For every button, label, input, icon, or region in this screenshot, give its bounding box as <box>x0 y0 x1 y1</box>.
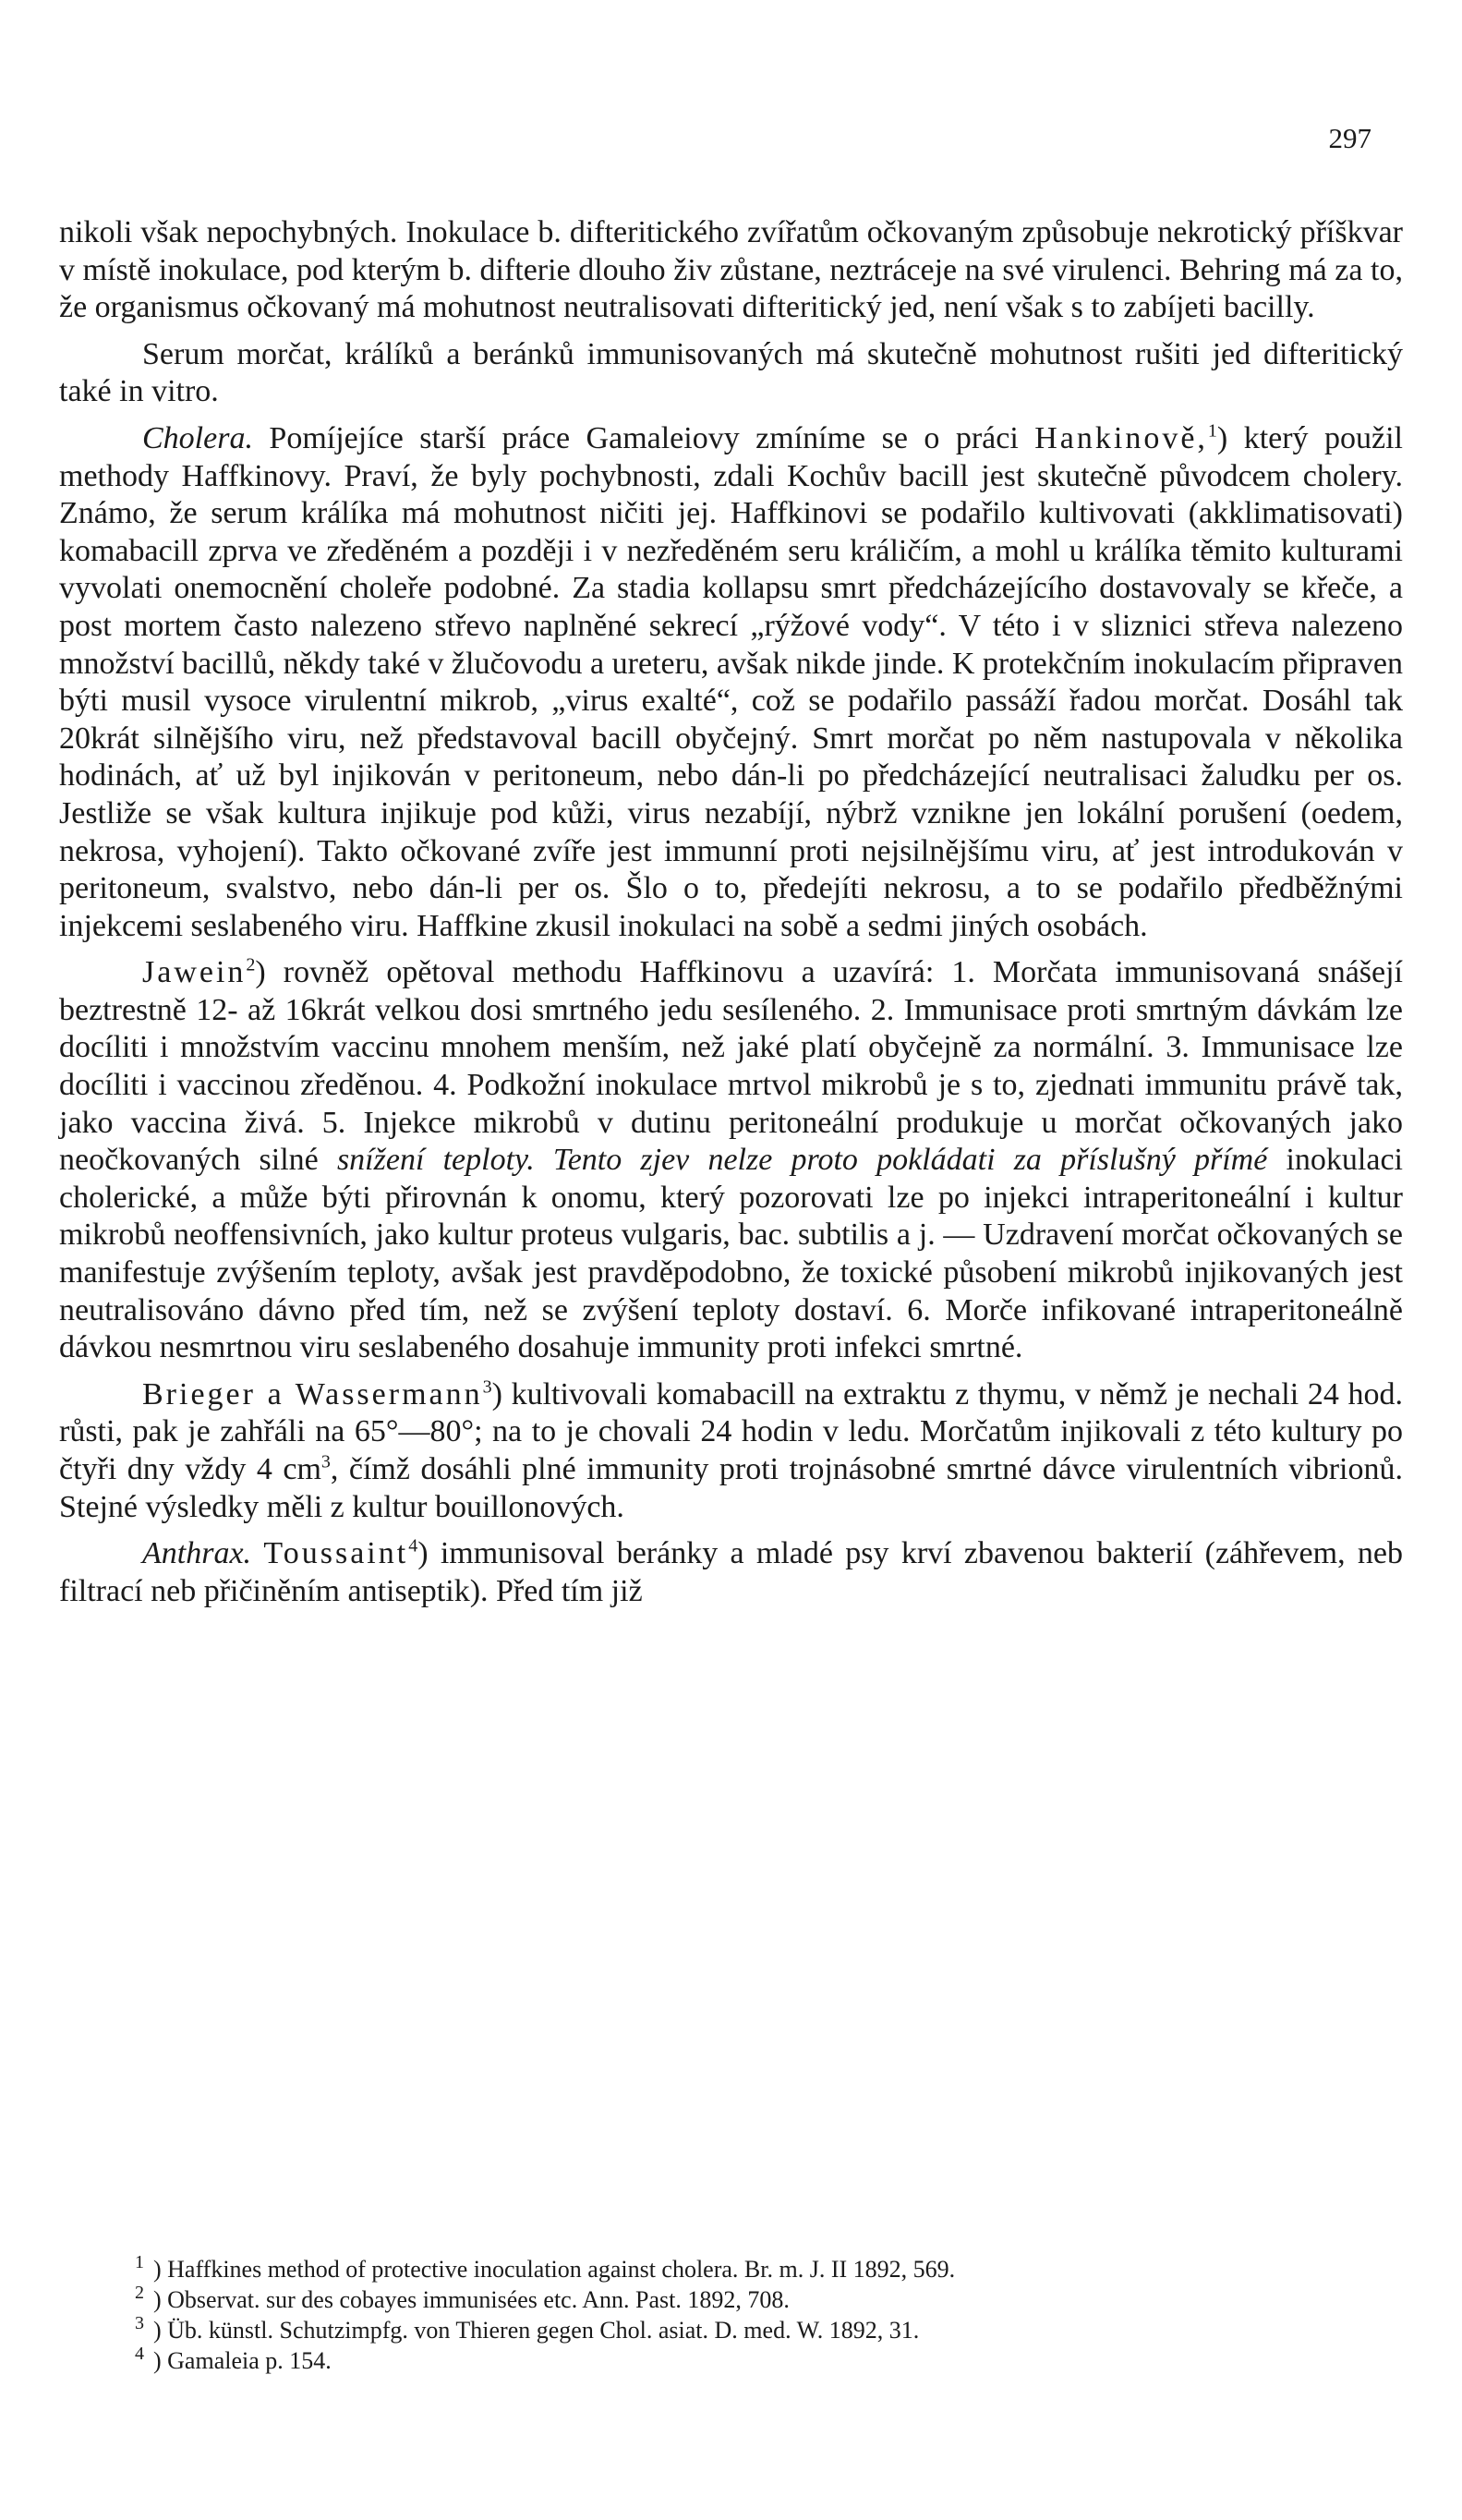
section-heading-anthrax: Anthrax. <box>142 1536 252 1571</box>
author-name: Hankinově, <box>1034 420 1208 455</box>
emphasized-text: snížení teploty. Tento zjev nelze proto pokládati za příslušný přímé <box>336 1143 1268 1178</box>
footnote-text: ) Observat. sur des cobayes immunisées etc. Ann. Past. 1892, 708. <box>153 2286 790 2313</box>
paragraph-cholera <box>59 420 1403 945</box>
paragraph-text: , čímž dosáhli plné immunity proti trojnásobné smrtné dávce virulentních vibrionů. Stejné výsledky měli z kultur bouillonových. <box>59 1452 1403 1524</box>
footnote-ref: 4 <box>408 1535 418 1557</box>
body-text <box>59 214 1403 1619</box>
paragraph-text: Pomíjejíce starší práce Gamaleiovy zmíníme se o práci <box>252 420 1035 455</box>
paragraph-brieger <box>59 1376 1403 1526</box>
footnote: 1 ) Haffkines method of protective inoculation against cholera. Br. m. J. II 1892, 569. <box>135 2252 956 2283</box>
footnote-ref: 3 <box>482 1376 492 1398</box>
author-name: Jawein <box>142 955 247 990</box>
paragraph-jawein <box>59 954 1403 1367</box>
author-name: Toussaint <box>263 1536 409 1571</box>
paragraph-text: ) který použil methody Haffkinovy. Praví, že byly pochybnosti, zdali Kochův bacill jest skutečně původcem cholery. Známo, že serum králíka má mohutnost ničiti jej. Haffkinovi se podařilo kultivovati (akklimatisovati) komabacill zprva ve zředěném a později i v nezředěném seru králičím, a mohl u králíka těmito kulturami vyvolati onemocnění choleře podobné. Za stadia kollapsu smrt předcházejícího dostavovaly se křeče, a post mortem často nalezeno střevo naplněné sekrecí „rýžové vody“. V této i v sliznici střeva nalezeno množství bacillů, někdy také v žlučovodu a ureteru, avšak nikde jinde. K protekčním inokulacím připraven býti musil vysoce virulentní mikrob, „virus exalté“, což se podařilo passáží řadou morčat. Dosáhl tak 20krát silnějšího viru, než představoval bacill obyčejný. Smrt morčat po něm nastupovala v několika hodinách, ať už byl injikován v peritoneum, nebo dán-li po předcházející neutralisaci žaludku per os. Jestliže se však kultura injikuje pod kůži, virus nezabíjí, nýbrž vznikne jen lokální porušení (oedem, nekrosa, vyhojení). Takto očkované zvíře jest immunní proti nejsilnějšímu viru, ať jest introdukován v peritoneum, svalstvo, nebo dán-li per os. Šlo o to, předejíti nekrosu, a to se podařilo předběžnými injekcemi seslabeného viru. Haffkine zkusil inokulaci na sobě a sedmi jiných osobách. <box>59 420 1403 943</box>
footnote: 2 ) Observat. sur des cobayes immunisées etc. Ann. Past. 1892, 708. <box>135 2283 790 2313</box>
author-name: Brieger a Wassermann <box>142 1376 483 1411</box>
footnote-text: ) Üb. künstl. Schutzimpfg. von Thieren gegen Chol. asiat. D. med. W. 1892, 31. <box>153 2317 920 2344</box>
unit-superscript: 3 <box>320 1451 331 1472</box>
page-number: 297 <box>1328 122 1371 154</box>
paragraph-diphtheria-continued: nikoli však nepochybných. Inokulace b. difteritického zvířatům očkovaným způsobuje nekrotický příškvar v místě inokulace, pod kterým b. difterie dlouho živ zůstane, neztráceje na své virulenci. Behring má za to, že organismus očkovaný má mohutnost neutralisovati difteritický jed, není však s to zabíjeti bacilly. <box>59 215 1403 325</box>
paragraph-anthrax <box>59 1535 1403 1610</box>
footnotes <box>135 2254 1409 2376</box>
paragraph-text: ) immunisoval beránky a mladé psy krví zbavenou bakterií (záhřevem, neb filtrací neb přičiněním antiseptik). Před tím již <box>59 1536 1403 1608</box>
paragraph-text: ) rovněž opětoval methodu Haffkinovu a uzavírá: 1. Morčata immunisovaná snášejí beztrestně 12- až 16krát velkou dosi smrtného jedu sesíleného. 2. Immunisace proti smrtným dávkám lze docíliti i množstvím vaccinu mnohem menším, než jaké platí obyčejně za normální. 3. Immunisace lze docíliti i vaccinou zředěnou. 4. Podkožní inokulace mrtvol mikrobů je s to, zjednati immunitu právě tak, jako vaccina živá. 5. Injekce mikrobů v dutinu peritoneální produkuje u morčat očkovaných jako neočkovaných silné <box>59 955 1403 1178</box>
footnote-text: ) Haffkines method of protective inoculation against cholera. Br. m. J. II 1892, 569. <box>153 2256 956 2283</box>
paragraph-serum: Serum morčat, králíků a beránků immunisovaných má skutečně mohutnost rušiti jed difteritický také in vitro. <box>59 336 1403 409</box>
footnote-ref: 1 <box>1207 420 1217 442</box>
footnote-ref: 2 <box>246 954 256 975</box>
footnote: 4 ) Gamaleia p. 154. <box>135 2344 332 2374</box>
section-heading-cholera: Cholera. <box>142 420 253 455</box>
footnote: 3 ) Üb. künstl. Schutzimpfg. von Thieren gegen Chol. asiat. D. med. W. 1892, 31. <box>135 2313 920 2344</box>
paragraph-text: ) kultivovali komabacill na extraktu z thymu, v němž je nechali 24 hod. růsti, pak je zahřáli na 65°—80°; na to je chovali 24 hodin v ledu. Morčatům injikovali z této kultury po čtyři dny vždy 4 cm <box>59 1376 1403 1486</box>
paragraph-text: inokulaci cholerické, a může býti přirovnán k onomu, který pozorovati lze po injekci intraperitoneální i kultur mikrobů neoffensivních, jako kultur proteus vulgaris, bac. subtilis a j. — Uzdravení morčat očkovaných se manifestuje zvýšením teploty, avšak jest pravděpodobno, že toxické působení mikrobů injikovaných jest neutralisováno dávno před tím, než se zvýšení teploty dostaví. 6. Morče infikované intraperitoneálně dávkou nesmrtnou viru seslabeného dosahuje immunity proti infekci smrtné. <box>59 1143 1403 1365</box>
footnote-text: ) Gamaleia p. 154. <box>153 2347 332 2374</box>
